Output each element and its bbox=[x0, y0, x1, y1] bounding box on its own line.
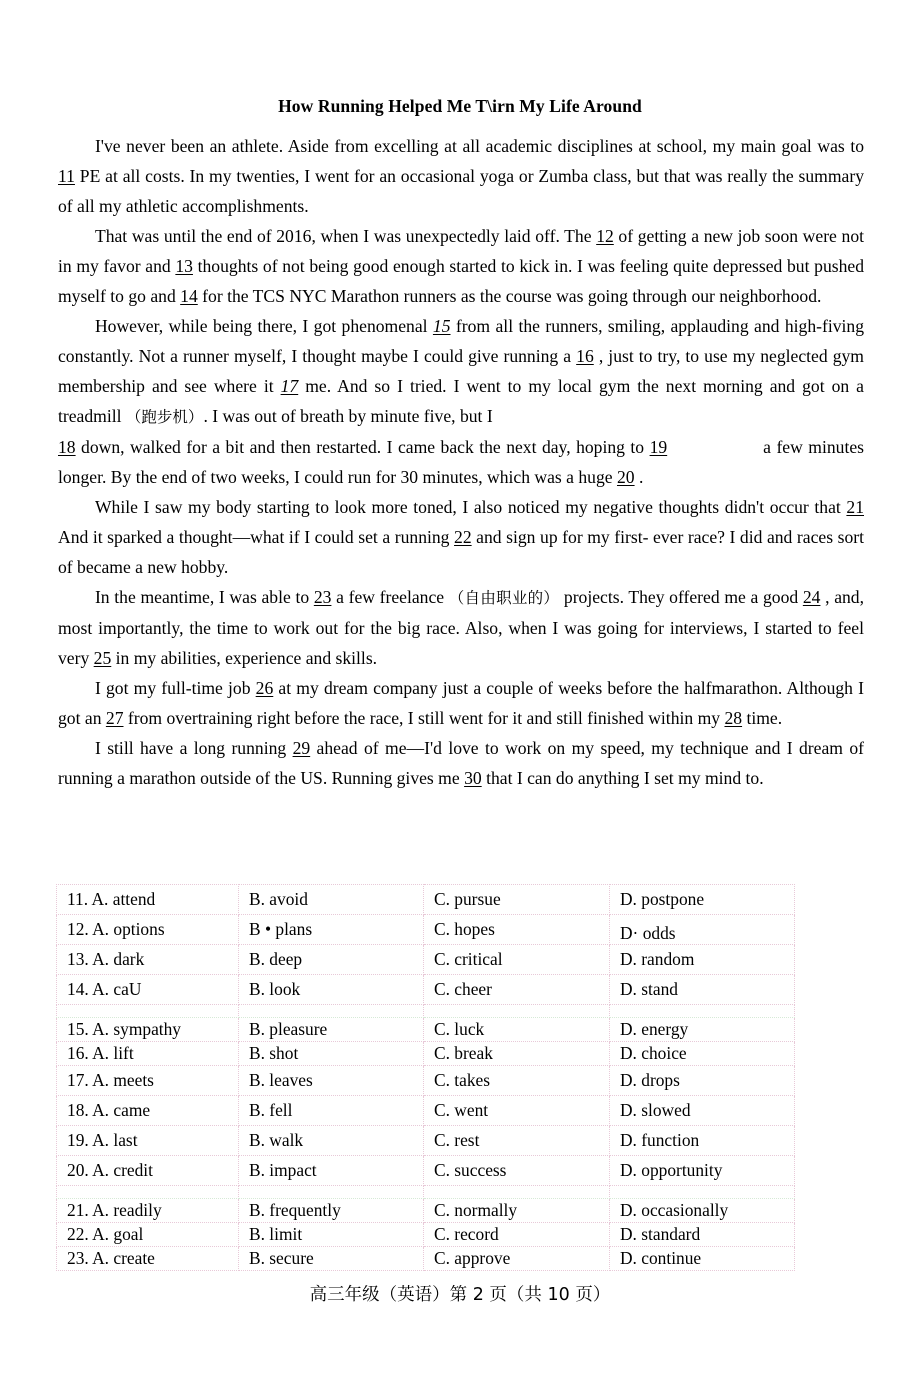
option-label: B • plans bbox=[249, 918, 313, 939]
option-label: 15. A. sympathy bbox=[67, 1018, 182, 1039]
option-cell[interactable] bbox=[57, 1223, 239, 1247]
option-cell[interactable] bbox=[610, 1247, 795, 1271]
passage-body bbox=[58, 131, 864, 793]
option-label: B. fell bbox=[249, 1099, 293, 1120]
option-cell[interactable] bbox=[57, 1247, 239, 1271]
paragraph-p4: 18 down, walked for a bit and then restarted. I came back the next day, hoping to 19 a few minutes longer. By the end of two weeks, I could run for 30 minutes, which was a huge 20 . bbox=[58, 437, 864, 487]
blank-number: 28 bbox=[724, 708, 743, 728]
option-label: D. occasionally bbox=[620, 1199, 729, 1220]
option-cell[interactable] bbox=[239, 945, 424, 975]
table-row bbox=[57, 915, 795, 945]
option-label: 13. A. dark bbox=[67, 948, 145, 969]
option-cell[interactable] bbox=[610, 1066, 795, 1096]
blank-number: 16 bbox=[576, 346, 594, 366]
option-label: D. standard bbox=[620, 1223, 701, 1244]
option-label: 20. A. credit bbox=[67, 1159, 153, 1180]
blank-number: 25 bbox=[93, 648, 112, 668]
option-label: 14. A. caU bbox=[67, 978, 142, 999]
option-label: 12. A. options bbox=[67, 918, 165, 939]
option-label: D. function bbox=[620, 1129, 700, 1150]
table-row bbox=[57, 975, 795, 1005]
option-label: C. went bbox=[434, 1099, 489, 1120]
option-label: 21. A. readily bbox=[67, 1199, 162, 1220]
option-cell[interactable] bbox=[239, 1042, 424, 1066]
blank-number: 11 bbox=[58, 166, 75, 186]
option-cell[interactable] bbox=[239, 1247, 424, 1271]
paragraph-p5: While I saw my body starting to look more toned, I also noticed my negative thoughts didn't occur that 21 And it sparked a thought—what if I could set a running 22 and sign up for my first- ever race? I did and races sort of became a new hobby. bbox=[58, 497, 864, 577]
page-footer: 高三年级（英语）第 2 页（共 10 页） bbox=[309, 1285, 611, 1305]
option-cell[interactable] bbox=[57, 945, 239, 975]
option-cell[interactable] bbox=[610, 1223, 795, 1247]
blank-number: 29 bbox=[292, 738, 311, 758]
option-label: D. energy bbox=[620, 1018, 689, 1039]
blank-number: 23 bbox=[313, 587, 332, 607]
option-cell[interactable] bbox=[239, 1096, 424, 1126]
option-label: C. pursue bbox=[434, 888, 501, 909]
option-cell[interactable] bbox=[610, 1042, 795, 1066]
table-spacer-row bbox=[57, 1005, 795, 1018]
option-label: 22. A. goal bbox=[67, 1223, 144, 1244]
table-row bbox=[57, 1199, 795, 1223]
option-cell[interactable] bbox=[57, 1096, 239, 1126]
option-label: D. slowed bbox=[620, 1099, 691, 1120]
page-title: How Running Helped Me T\irn My Life Around bbox=[278, 96, 642, 116]
table-spacer-cell bbox=[239, 1005, 424, 1018]
option-cell[interactable] bbox=[57, 885, 239, 915]
option-cell[interactable] bbox=[424, 1223, 610, 1247]
option-label: B. pleasure bbox=[249, 1018, 328, 1039]
option-label: 19. A. last bbox=[67, 1129, 138, 1150]
option-label: D. continue bbox=[620, 1247, 702, 1268]
option-cell[interactable] bbox=[610, 975, 795, 1005]
option-label: B. walk bbox=[249, 1129, 304, 1150]
blank-number: 22 bbox=[454, 527, 472, 547]
option-label: C. critical bbox=[434, 948, 503, 969]
blank-number: 24 bbox=[802, 587, 821, 607]
blank-number: 30 bbox=[464, 768, 482, 788]
option-cell[interactable] bbox=[424, 975, 610, 1005]
table-row bbox=[57, 1247, 795, 1271]
paragraph-p6: In the meantime, I was able to 23 a few freelance （自由职业的） projects. They offered me a good 24 , and, most importantly, the time to work out for the big race. Also, when I was going for interviews, I started to feel very 25 in my abilities, experience and skills. bbox=[58, 587, 864, 668]
option-cell[interactable] bbox=[239, 975, 424, 1005]
option-label: C. hopes bbox=[434, 918, 495, 939]
option-cell[interactable] bbox=[424, 885, 610, 915]
option-cell[interactable] bbox=[239, 1156, 424, 1186]
paragraph-p8: I still have a long running 29 ahead of me—I'd love to work on my speed, my technique and I dream of running a marathon outside of the US. Running gives me 30 that I can do anything I set my mind to. bbox=[58, 738, 864, 788]
table-spacer-cell bbox=[239, 1186, 424, 1199]
paragraph-p7: I got my full-time job 26 at my dream company just a couple of weeks before the halfmarathon. Although I got an 27 from overtraining right before the race, I still went for it and still finished within my 28 time. bbox=[58, 678, 864, 728]
option-label: C. record bbox=[434, 1223, 499, 1244]
table-row bbox=[57, 885, 795, 915]
option-label: 11. A. attend bbox=[67, 888, 156, 909]
chinese-gloss: （跑步机） bbox=[125, 408, 204, 426]
option-cell[interactable] bbox=[57, 1199, 239, 1223]
table-spacer-row bbox=[57, 1186, 795, 1199]
option-label: 17. A. meets bbox=[67, 1069, 154, 1090]
option-label: D. stand bbox=[620, 978, 678, 999]
blank-number: 21 bbox=[846, 497, 864, 517]
chinese-gloss: （自由职业的） bbox=[448, 589, 560, 607]
option-cell[interactable] bbox=[424, 1126, 610, 1156]
option-cell[interactable] bbox=[610, 1018, 795, 1042]
blank-number: 27 bbox=[105, 708, 124, 728]
option-label: D. drops bbox=[620, 1069, 680, 1090]
table-spacer-cell bbox=[424, 1005, 610, 1018]
option-cell[interactable] bbox=[57, 1126, 239, 1156]
option-label: C. luck bbox=[434, 1018, 485, 1039]
option-label: 16. A. lift bbox=[67, 1042, 134, 1063]
paragraph-p2: That was until the end of 2016, when I was unexpectedly laid off. The 12 of getting a new job soon were not in my favor and 13 thoughts of not being good enough started to kick in. I was feeling quite depressed but pushed myself to go and 14 for the TCS NYC Marathon runners as the course was going through our neighborhood. bbox=[58, 226, 864, 306]
table-row bbox=[57, 1223, 795, 1247]
option-label: B. frequently bbox=[249, 1199, 341, 1220]
option-label: D· odds bbox=[620, 922, 676, 943]
option-label: B. secure bbox=[249, 1247, 314, 1268]
table-row bbox=[57, 1042, 795, 1066]
option-label: C. approve bbox=[434, 1247, 511, 1268]
blank-number: 15 bbox=[432, 316, 451, 336]
option-label: C. takes bbox=[434, 1069, 491, 1090]
table-row bbox=[57, 1018, 795, 1042]
options-table bbox=[56, 884, 795, 1271]
paragraph-p1: I've never been an athlete. Aside from excelling at all academic disciplines at school, my main goal was to 11 PE at all costs. In my twenties, I went for an occasional yoga or Zumba class, but that was really the summary of all my athletic accomplishments. bbox=[58, 136, 864, 216]
blank-number: 20 bbox=[616, 467, 635, 487]
option-cell[interactable] bbox=[424, 945, 610, 975]
table-spacer-cell bbox=[610, 1186, 795, 1199]
table-spacer-cell bbox=[57, 1005, 239, 1018]
table-row bbox=[57, 1096, 795, 1126]
option-label: C. normally bbox=[434, 1199, 518, 1220]
option-cell[interactable] bbox=[239, 1223, 424, 1247]
option-label: C. cheer bbox=[434, 978, 492, 999]
option-cell[interactable] bbox=[424, 915, 610, 945]
table-row bbox=[57, 1066, 795, 1096]
option-label: B. impact bbox=[249, 1159, 317, 1180]
option-label: B. deep bbox=[249, 948, 303, 969]
option-label: 18. A. came bbox=[67, 1099, 151, 1120]
table-row bbox=[57, 1156, 795, 1186]
option-cell[interactable] bbox=[239, 1066, 424, 1096]
option-cell[interactable] bbox=[424, 1096, 610, 1126]
option-cell[interactable] bbox=[610, 1199, 795, 1223]
option-cell[interactable] bbox=[239, 915, 424, 945]
blank-number: 19 bbox=[649, 437, 668, 457]
blank-number: 13 bbox=[175, 256, 193, 276]
option-label: B. limit bbox=[249, 1223, 303, 1244]
option-label: 23. A. create bbox=[67, 1247, 155, 1268]
option-cell[interactable] bbox=[424, 1156, 610, 1186]
option-label: B. shot bbox=[249, 1042, 299, 1063]
option-label: B. leaves bbox=[249, 1069, 313, 1090]
option-cell[interactable] bbox=[424, 1018, 610, 1042]
blank-number: 17 bbox=[280, 376, 299, 396]
option-cell[interactable] bbox=[239, 885, 424, 915]
option-cell[interactable] bbox=[57, 1156, 239, 1186]
option-cell[interactable] bbox=[239, 1126, 424, 1156]
option-cell[interactable] bbox=[610, 1096, 795, 1126]
blank-number: 26 bbox=[255, 678, 274, 698]
option-label: D. opportunity bbox=[620, 1159, 723, 1180]
option-label: D. postpone bbox=[620, 888, 705, 909]
option-cell[interactable] bbox=[57, 915, 239, 945]
option-label: C. break bbox=[434, 1042, 493, 1063]
option-label: C. rest bbox=[434, 1129, 480, 1150]
blank-number: 18 bbox=[58, 437, 76, 457]
option-cell[interactable] bbox=[57, 975, 239, 1005]
option-cell[interactable] bbox=[424, 1247, 610, 1271]
option-cell[interactable] bbox=[424, 1066, 610, 1096]
option-label: D. choice bbox=[620, 1042, 687, 1063]
blank-number: 12 bbox=[596, 226, 614, 246]
option-cell[interactable] bbox=[610, 1126, 795, 1156]
option-label: C. success bbox=[434, 1159, 507, 1180]
option-label: B. avoid bbox=[249, 888, 308, 909]
option-label: B. look bbox=[249, 978, 301, 999]
option-cell[interactable] bbox=[239, 1018, 424, 1042]
option-cell[interactable] bbox=[239, 1199, 424, 1223]
option-label: D. random bbox=[620, 948, 695, 969]
option-cell[interactable] bbox=[57, 1042, 239, 1066]
option-cell[interactable] bbox=[610, 945, 795, 975]
option-cell[interactable] bbox=[424, 1042, 610, 1066]
blank-number: 14 bbox=[180, 286, 198, 306]
option-cell[interactable] bbox=[424, 1199, 610, 1223]
paragraph-p3: However, while being there, I got phenomenal 15 from all the runners, smiling, applauding and high-fiving constantly. Not a runner myself, I thought maybe I could give running a 16 , just to try, to use my neglected gym membership and see where it 17 me. And so I tried. I went to my local gym the next morning and got on a treadmill （跑步机）. I was out of breath by minute five, but I bbox=[58, 316, 864, 426]
table-row bbox=[57, 1126, 795, 1156]
option-cell[interactable] bbox=[57, 1018, 239, 1042]
option-cell[interactable] bbox=[610, 1156, 795, 1186]
table-spacer-cell bbox=[57, 1186, 239, 1199]
table-spacer-cell bbox=[610, 1005, 795, 1018]
table-row bbox=[57, 945, 795, 975]
option-cell[interactable] bbox=[57, 1066, 239, 1096]
option-cell[interactable] bbox=[610, 885, 795, 915]
option-cell[interactable] bbox=[610, 915, 795, 945]
table-spacer-cell bbox=[424, 1186, 610, 1199]
